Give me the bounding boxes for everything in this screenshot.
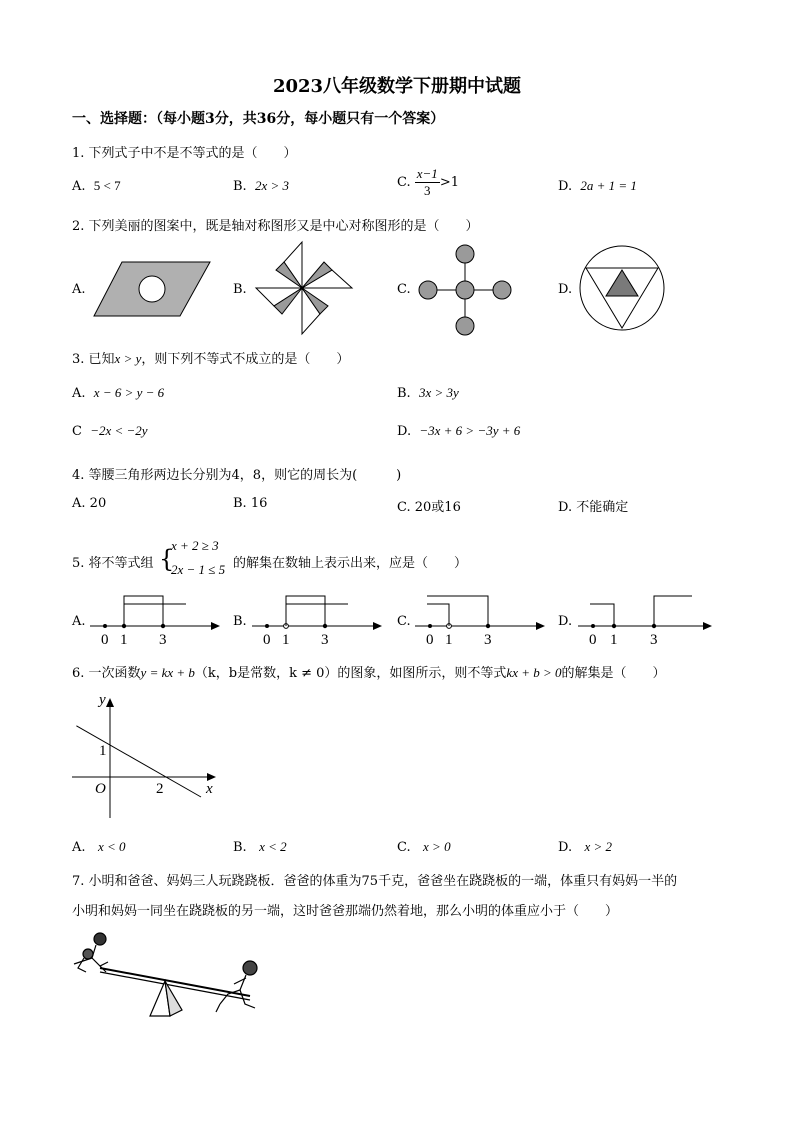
tick-3: 3 — [159, 632, 167, 648]
page-title: 2023八年级数学下册期中试题 — [272, 76, 522, 97]
q3-option-a[interactable] — [72, 385, 164, 401]
q4-d-label: D. — [558, 500, 573, 515]
q6-c-label: C. — [397, 840, 411, 855]
q6-d-label: D. — [558, 840, 573, 855]
q1-c-label: C. — [397, 175, 411, 190]
q4-a-value: 20 — [89, 496, 107, 511]
q4-option-c[interactable] — [397, 496, 461, 515]
cross-circles-figure — [415, 244, 515, 336]
x-axis-label: x — [206, 781, 213, 797]
tick-1: 1 — [282, 632, 290, 648]
q6-stem-pre: 6. 一次函数 — [72, 666, 141, 681]
q6-c-expr: x > 0 — [423, 839, 451, 854]
q2-option-c-label[interactable]: C. — [397, 282, 411, 297]
q3-stem-post: ，则下列不等式不成立的是（ ） — [141, 352, 350, 367]
q6-stem — [72, 662, 666, 681]
y-axis-arrow — [106, 698, 114, 707]
circle-triangle-figure — [578, 244, 668, 334]
pinwheel-figure — [254, 240, 354, 336]
tick-0: 0 — [263, 632, 271, 648]
q5-option-b-label[interactable]: B. — [233, 614, 247, 629]
y-axis-label: y — [99, 692, 106, 708]
tick-3: 3 — [484, 632, 492, 648]
q3-stem-pre: 3. 已知 — [72, 352, 115, 367]
q6-b-label: B. — [233, 840, 247, 855]
q4-option-d[interactable] — [558, 496, 628, 515]
q6-stem-mid: （k，b是常数，k ≠ 0）的图象，如图所示，则不等式 — [194, 666, 507, 681]
q6-d-expr: x > 2 — [584, 839, 613, 854]
q1-a-expr: 5 < 7 — [93, 178, 121, 193]
q3-a-expr: x − 6 > y − 6 — [93, 385, 165, 400]
q1-a-label: A. — [72, 179, 86, 194]
q1-d-expr: 2a + 1 = 1 — [580, 178, 637, 193]
q6-b-expr: x < 2 — [259, 839, 287, 854]
tick-3: 3 — [650, 632, 658, 648]
q3-c-label: C — [72, 424, 82, 439]
q4-b-value: 16 — [250, 496, 268, 511]
q6-a-expr: x < 0 — [97, 839, 126, 854]
q7-stem-line1: 7. 小明和爸爸、妈妈三人玩跷跷板．爸爸的体重为75千克，爸爸坐在跷跷板的一端，体重只有妈妈一半的 — [72, 874, 678, 889]
q4-stem: 4. 等腰三角形两边长分别为4，8，则它的周长为( ) — [72, 468, 402, 483]
x-axis-arrow — [207, 773, 216, 781]
q4-d-value: 不能确定 — [576, 500, 629, 515]
q2-option-a-label[interactable]: A. — [72, 282, 86, 297]
q5-option-d-label[interactable]: D. — [558, 614, 573, 629]
tick-1: 1 — [445, 632, 453, 648]
q1-option-d[interactable] — [558, 178, 637, 194]
q3-b-expr: 3x > 3y — [418, 385, 459, 400]
q5-stem-post: 的解集在数轴上表示出来，应是（ ） — [233, 556, 468, 571]
q1-option-c[interactable] — [397, 166, 459, 199]
q1-d-label: D. — [558, 179, 573, 194]
tick-0: 0 — [426, 632, 434, 648]
q3-a-label: A. — [72, 386, 86, 401]
q2-option-b-label[interactable]: B. — [233, 282, 247, 297]
number-line-b — [252, 592, 387, 648]
q3-option-c[interactable] — [72, 423, 148, 439]
parallelogram-circle-figure — [92, 260, 212, 320]
q5-stem-pre: 5. 将不等式组 — [72, 556, 154, 571]
q6-option-a[interactable] — [72, 839, 125, 855]
q1-b-expr: 2x > 3 — [254, 178, 289, 193]
q4-option-b[interactable] — [233, 496, 267, 511]
q4-option-a[interactable] — [72, 496, 106, 511]
q1-stem: 1. 下列式子中不是不等式的是（ ） — [72, 146, 297, 161]
q6-inequality: kx + b > 0 — [506, 665, 562, 680]
q3-condition: x > y — [114, 351, 142, 366]
number-line-d — [578, 592, 718, 648]
q1-c-numerator: x−1 — [416, 166, 438, 181]
tick-0: 0 — [589, 632, 597, 648]
q5-inequality-1: x + 2 ≥ 3 — [171, 538, 219, 553]
q6-a-label: A. — [72, 840, 86, 855]
q1-c-rest: >1 — [439, 175, 459, 190]
q4-c-label: C. — [397, 500, 411, 515]
linear-function-graph — [72, 690, 222, 820]
q3-b-label: B. — [397, 386, 411, 401]
q1-option-a[interactable] — [72, 178, 121, 194]
q4-c-value: 20或16 — [414, 500, 461, 515]
q2-option-d-label[interactable]: D. — [558, 282, 573, 297]
q1-b-label: B. — [233, 179, 247, 194]
q7-stem-line2: 小明和妈妈一同坐在跷跷板的另一端，这时爸爸那端仍然着地，那么小明的体重应小于（ ） — [72, 904, 619, 919]
q6-option-d[interactable] — [558, 839, 612, 855]
q3-c-expr: −2x < −2y — [90, 423, 148, 438]
q6-option-c[interactable] — [397, 839, 451, 855]
q2-stem: 2. 下列美丽的图案中，既是轴对称图形又是中心对称图形的是（ ） — [72, 219, 479, 234]
q4-b-label: B. — [233, 496, 247, 511]
q6-function: y = kx + b — [140, 665, 195, 680]
q3-d-expr: −3x + 6 > −3y + 6 — [419, 423, 521, 438]
q5-option-a-label[interactable]: A. — [72, 614, 86, 629]
x-intercept-label: 2 — [156, 781, 164, 797]
tick-1: 1 — [120, 632, 128, 648]
q5-inequality-2: 2x − 1 ≤ 5 — [171, 562, 226, 577]
tick-1: 1 — [610, 632, 618, 648]
section-heading: 一、选择题：（每小题3分，共36分，每小题只有一个答案） — [72, 111, 445, 127]
q1-c-denominator: 3 — [424, 183, 431, 198]
q4-a-label: A. — [72, 496, 86, 511]
system-brace: { — [159, 545, 175, 573]
q3-d-label: D. — [397, 424, 412, 439]
origin-label: O — [95, 781, 106, 797]
q3-option-d[interactable] — [397, 423, 520, 439]
y-intercept-label: 1 — [99, 743, 107, 759]
seesaw-illustration — [70, 928, 270, 1023]
tick-0: 0 — [101, 632, 109, 648]
q6-option-b[interactable] — [233, 839, 287, 855]
q5-option-c-label[interactable]: C. — [397, 614, 411, 629]
q6-stem-post: 的解集是（ ） — [561, 666, 666, 681]
number-line-c — [415, 592, 550, 648]
tick-3: 3 — [321, 632, 329, 648]
q3-stem — [72, 348, 349, 367]
q1-option-b[interactable] — [233, 178, 289, 194]
number-line-a — [90, 592, 225, 648]
q3-option-b[interactable] — [397, 385, 459, 401]
